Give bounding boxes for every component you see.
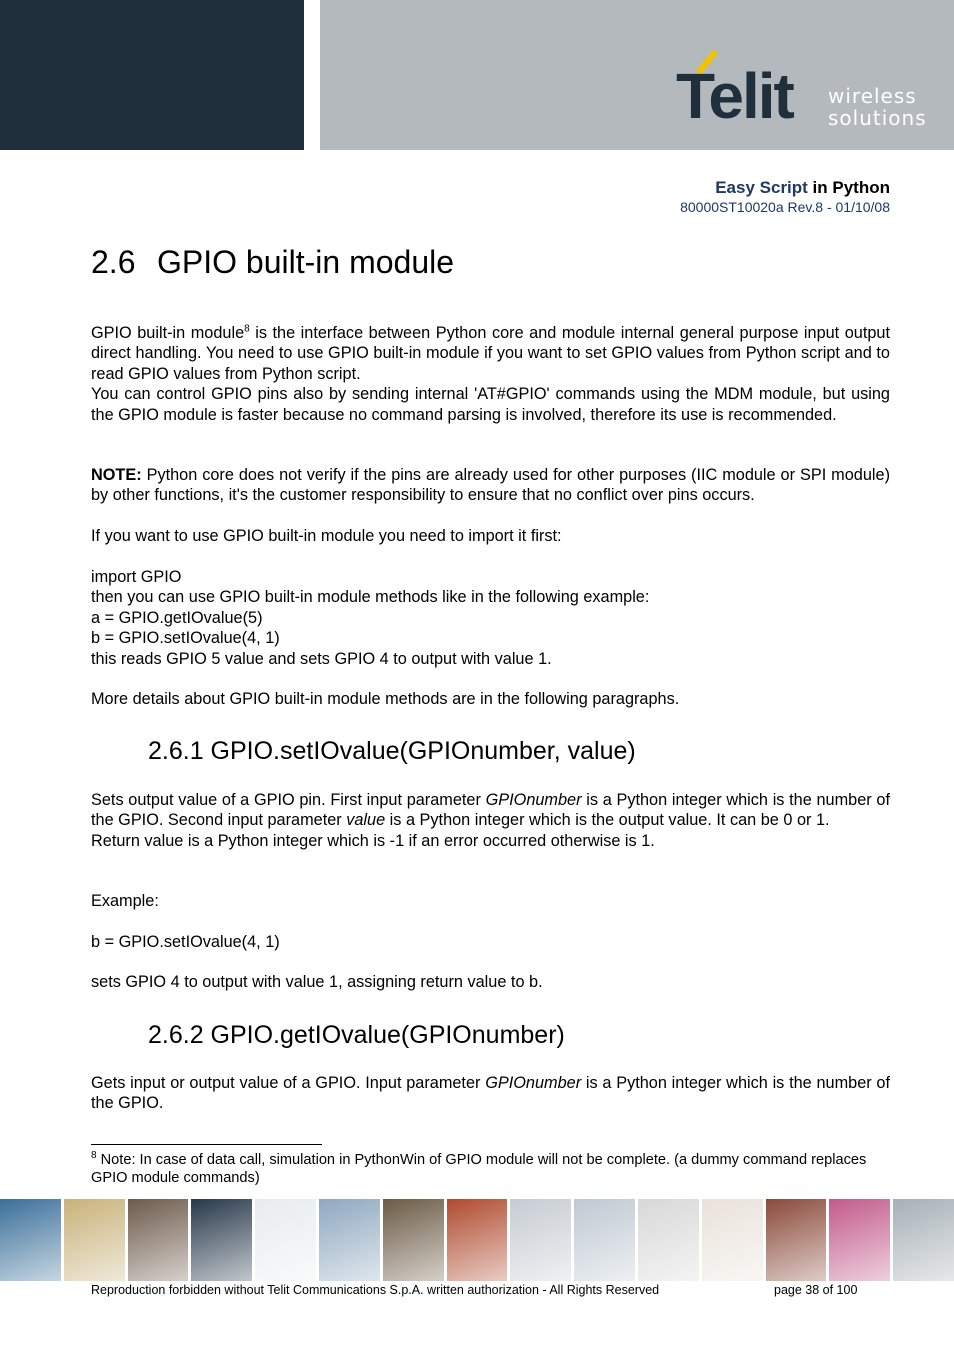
example-description: sets GPIO 4 to output with value 1, assigning return value to b. <box>91 973 543 991</box>
photo-tile <box>574 1199 635 1281</box>
page-number: page 38 of 100 <box>774 1283 858 1297</box>
photo-tile <box>128 1199 189 1281</box>
photo-tile <box>64 1199 125 1281</box>
footnote-ref: 8 <box>244 323 250 335</box>
photo-tile <box>0 1199 61 1281</box>
photo-tile <box>447 1199 508 1281</box>
note-paragraph: NOTE: Python core does not verify if the pins are already used for other purposes (IIC module or SPI module) by other functions, it's the customer responsibility to ensure that no conflict over pins occurs. <box>91 466 890 505</box>
footer-copyright: Reproduction forbidden without Telit Communications S.p.A. written authorization - All Rights Reserved <box>91 1283 660 1297</box>
getiovalue-description: Gets input or output value of a GPIO. Input parameter GPIOnumber is a Python integer which is the number of the GPIO. <box>91 1074 891 1113</box>
header-dark-panel <box>0 0 304 150</box>
telit-logo <box>676 44 936 134</box>
photo-tile <box>766 1199 827 1281</box>
logo-tagline: wireless solutions <box>828 84 927 130</box>
subsection-heading-setiovalue: 2.6.1 GPIO.setIOvalue(GPIOnumber, value) <box>148 737 636 765</box>
setiovalue-description: Sets output value of a GPIO pin. First input parameter GPIOnumber is a Python integer which is the number of the GPIO. Second input parameter value is a Python integer which is the output value. It can be 0 or 1. Return value is a Python integer which is -1 if an error occurred otherwise is 1. <box>91 791 890 850</box>
more-details: More details about GPIO built-in module methods are in the following paragraphs. <box>91 690 680 708</box>
photo-tile <box>319 1199 380 1281</box>
intro-paragraph: GPIO built-in module$^8$ is the interface between Python core and module internal general purpose input output direct handling. You need to use GPIO built-in module if you want to set GPIO values from Python script and to read GPIO values from Python script. You can control GPIO pins also by sending internal 'AT#GPIO' commands using the MDM module, but using the GPIO module is faster because no command parsing is involved, therefore its use is recommended. <box>91 323 890 424</box>
example-code: b = GPIO.setIOvalue(4, 1) <box>91 933 280 951</box>
example-label: Example: <box>91 892 159 910</box>
photo-tile <box>829 1199 890 1281</box>
logo-wordmark: Telit <box>676 60 793 132</box>
code-example: import GPIO then you can use GPIO built-in module methods like in the following example: a = GPIO.getIOvalue(5) b = GPIO.setIOvalue(4, 1) this reads GPIO 5 value and sets GPIO 4 to output with value 1. <box>91 568 650 668</box>
import-intro: If you want to use GPIO built-in module you need to import it first: <box>91 527 562 545</box>
photo-tile <box>893 1199 954 1281</box>
photo-tile <box>638 1199 699 1281</box>
footnote: $^8$ Note: In case of data call, simulation in PythonWin of GPIO module will not be complete. (a dummy command replaces GPIO module commands) <box>91 1150 867 1186</box>
photo-strip <box>0 1199 954 1281</box>
document-reference: 80000ST10020a Rev.8 - 01/10/08 <box>680 199 890 215</box>
photo-tile <box>702 1199 763 1281</box>
photo-tile <box>383 1199 444 1281</box>
footnote-divider <box>91 1144 322 1145</box>
subsection-heading-getiovalue: 2.6.2 GPIO.getIOvalue(GPIOnumber) <box>148 1021 565 1049</box>
photo-tile <box>255 1199 316 1281</box>
photo-tile <box>191 1199 252 1281</box>
document-title: Easy Script in Python <box>715 178 890 197</box>
photo-tile <box>510 1199 571 1281</box>
section-heading: 2.6 GPIO built-in module <box>91 244 455 280</box>
